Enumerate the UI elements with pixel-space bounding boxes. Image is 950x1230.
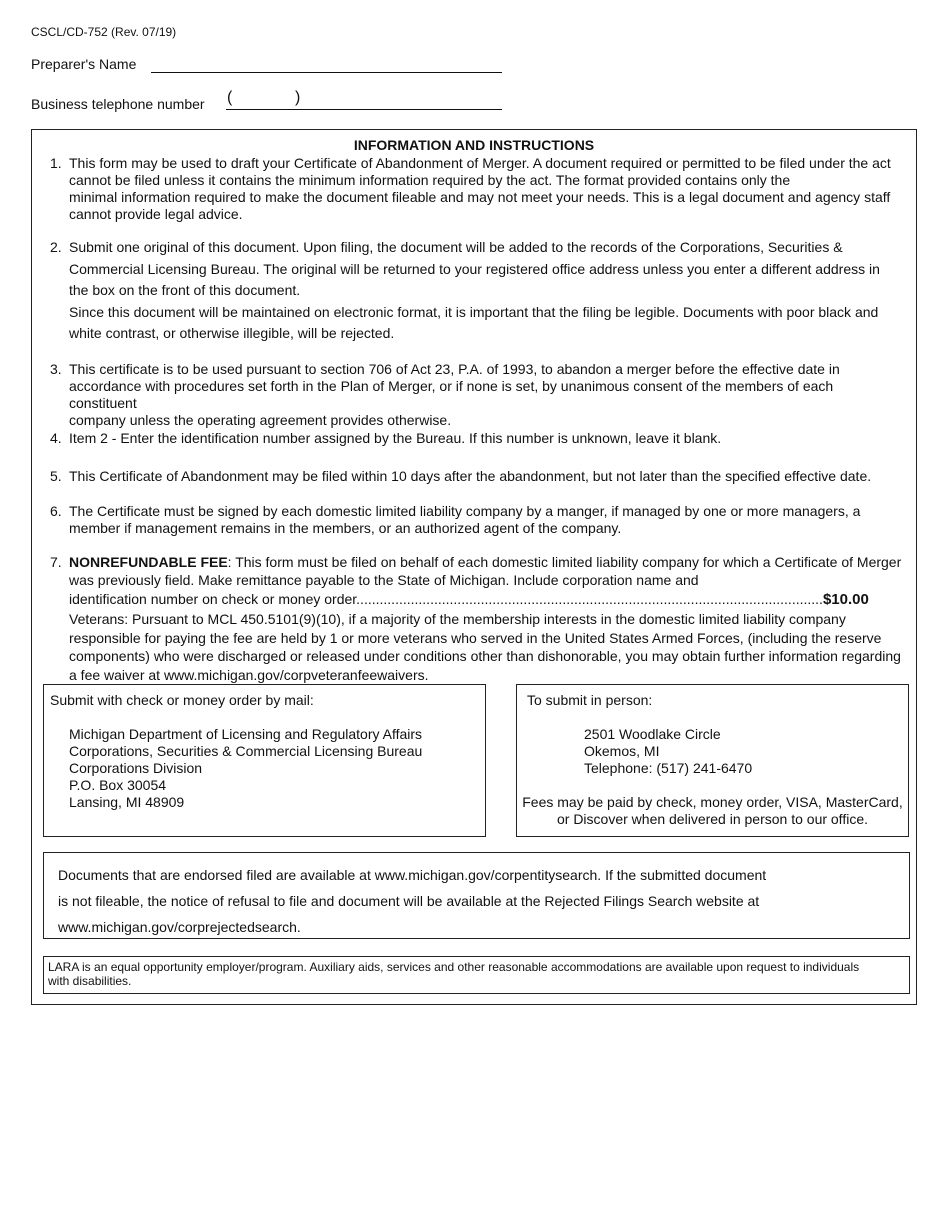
lara-line: LARA is an equal opportunity employer/program. Auxiliary aids, services and other reasonable accommodations are available upon request to individuals (48, 960, 860, 974)
item-number: 3. (50, 361, 62, 377)
instruction-item-1 (46, 155, 904, 223)
docs-line: www.michigan.gov/corprejectedsearch. (58, 919, 301, 935)
item-line: Item 2 - Enter the identification number assigned by the Bureau. If this number is unknown, leave it blank. (69, 430, 722, 446)
item-line (69, 554, 904, 571)
instructions-title: INFORMATION AND INSTRUCTIONS (353, 137, 595, 153)
veterans-line: a fee waiver at www.michigan.gov/corpveteranfeewaivers. (69, 666, 429, 683)
address-line: Michigan Department of Licensing and Regulatory Affairs (69, 726, 423, 742)
docs-line: Documents that are endorsed filed are available at www.michigan.gov/corpentitysearch. If the submitted document (58, 867, 767, 883)
person-address (584, 726, 752, 777)
item-number: 1. (50, 155, 62, 171)
item-number: 6. (50, 503, 62, 519)
fee-text: identification number on check or money order (69, 591, 357, 607)
item-number: 4. (50, 430, 62, 446)
item-number: 7. (50, 554, 62, 570)
phone-label: Business telephone number (31, 96, 205, 112)
address-line: Corporations, Securities & Commercial Licensing Bureau (69, 743, 423, 759)
documents-availability-box (43, 852, 910, 939)
item-line: minimal information required to make the document fileable and may not meet your needs. This is a legal document and agency staff (69, 189, 891, 205)
fee-note-line: or Discover when delivered in person to our office. (556, 811, 868, 827)
item-line: company unless the operating agreement provides otherwise. (69, 412, 452, 428)
item-line: white contrast, or otherwise illegible, will be rejected. (69, 325, 395, 341)
item-number: 2. (50, 239, 62, 255)
item-line: The Certificate must be signed by each domestic limited liability company by a manger, if managed by one or more managers, a (69, 503, 861, 519)
item-line: cannot provide legal advice. (69, 206, 243, 222)
instruction-item-4 (46, 430, 904, 447)
item-line: cannot be filed unless it contains the minimum information required by the act. The format provided contains only the (69, 172, 791, 188)
item-line: was previously field. Make remittance payable to the State of Michigan. Include corporation name and (69, 572, 699, 588)
instruction-item-3 (46, 361, 904, 429)
nonrefundable-fee-label: NONREFUNDABLE FEE (69, 554, 228, 570)
address-line: Lansing, MI 48909 (69, 794, 185, 810)
lara-line: with disabilities. (48, 973, 132, 988)
fee-payment-note (517, 794, 908, 828)
fee-line (69, 591, 904, 610)
fee-note-line: Fees may be paid by check, money order, VISA, MasterCard, (522, 794, 903, 810)
preparer-name-field[interactable] (151, 72, 502, 73)
item-line: This Certificate of Abandonment may be filed within 10 days after the abandonment, but not later than the specified effective date. (69, 468, 872, 484)
fee-dots: ........................................................................................................................ (356, 591, 823, 607)
preparer-name-label: Preparer's Name (31, 56, 137, 72)
veterans-line: components) who were discharged or released under conditions other than dishonorable, you may obtain further information regarding (69, 648, 901, 664)
veterans-line: responsible for paying the fee are held by 1 or more veterans who served in the United States Armed Forces, (including the reserve (69, 629, 882, 646)
address-line: Corporations Division (69, 760, 203, 776)
instruction-item-5 (46, 468, 904, 485)
in-person-box (516, 684, 909, 837)
item-line: Since this document will be maintained on electronic format, it is important that the filing be legible. Documents with poor black and (69, 303, 879, 320)
phone-open-paren: ( (227, 89, 233, 106)
item-line: accordance with procedures set forth in the Plan of Merger, or if none is set, by unanimous consent of the members of each constituent (69, 378, 834, 411)
mail-address (69, 726, 422, 811)
address-line: Okemos, MI (584, 743, 660, 759)
item-line: Commercial Licensing Bureau. The original will be returned to your registered office address unless you enter a different address in (69, 260, 880, 277)
item-line: This form may be used to draft your Certificate of Abandonment of Merger. A document required or permitted to be filed under the act (69, 155, 891, 171)
instruction-item-7 (46, 554, 904, 684)
docs-line: is not fileable, the notice of refusal to file and document will be available at the Rejected Filings Search website at (58, 893, 760, 909)
lara-notice-box (43, 956, 910, 994)
instructions-box (31, 129, 917, 1005)
mail-heading: Submit with check or money order by mail: (50, 692, 314, 708)
address-line: 2501 Woodlake Circle (584, 726, 721, 742)
veterans-line: Veterans: Pursuant to MCL 450.5101(9)(10), if a majority of the membership interests in the domestic limited liability company (69, 611, 846, 627)
instruction-item-6 (46, 503, 904, 537)
form-id: CSCL/CD-752 (Rev. 07/19) (31, 25, 177, 39)
phone-field[interactable] (226, 109, 502, 110)
item-line: member if management remains in the members, or an authorized agent of the company. (69, 520, 622, 536)
item-line: This certificate is to be used pursuant to section 706 of Act 23, P.A. of 1993, to abandon a merger before the effective date in (69, 361, 840, 377)
address-line: Telephone: (517) 241-6470 (584, 760, 753, 776)
mail-submission-box (43, 684, 486, 837)
address-line: P.O. Box 30054 (69, 777, 167, 793)
item-line: the box on the front of this document. (69, 282, 301, 298)
person-heading: To submit in person: (527, 692, 653, 708)
item-text: : This form must be filed on behalf of each domestic limited liability company for which a Certificate of Merger (227, 554, 902, 570)
item-line: Submit one original of this document. Upon filing, the document will be added to the records of the Corporations, Securities & (69, 239, 843, 255)
phone-close-paren: ) (295, 89, 301, 106)
instruction-item-2 (46, 237, 904, 345)
fee-amount: $10.00 (822, 591, 869, 608)
item-number: 5. (50, 468, 62, 484)
